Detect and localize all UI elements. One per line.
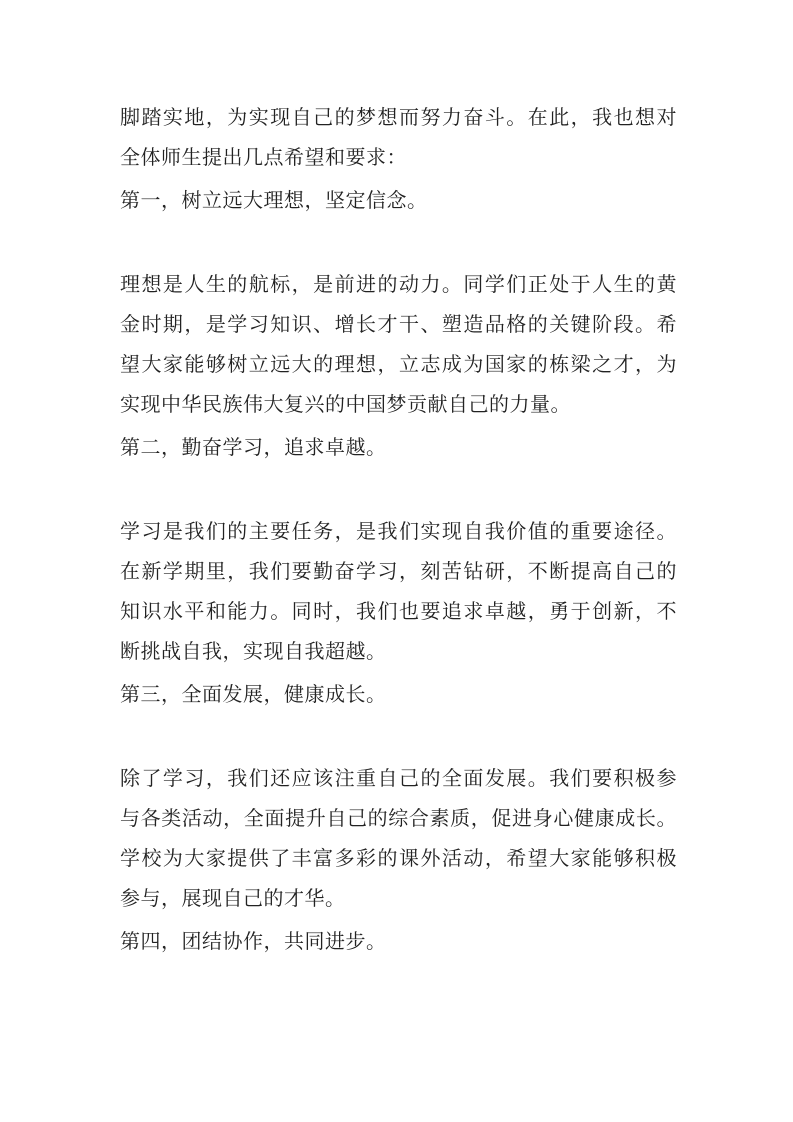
text-line: 第三，全面发展，健康成长。 (120, 682, 387, 706)
paragraph-point-2-heading (120, 427, 677, 467)
text-line: 理想是人生的航标，是前进的动力。同学们正处于人生的黄 (120, 272, 677, 296)
text-line: 第二，勤奋学习，追求卓越。 (120, 435, 387, 459)
text-line: 在新学期里，我们要勤奋学习，刻苦钻研，不断提高自己的 (120, 559, 677, 583)
text-line: 与各类活动，全面提升自己的综合素质，促进身心健康成长。 (120, 806, 677, 830)
text-line: 全体师生提出几点希望和要求： (120, 145, 407, 169)
paragraph-intro (120, 97, 677, 177)
text-line: 参与，展现自己的才华。 (120, 886, 346, 910)
text-line: 第一，树立远大理想，坚定信念。 (120, 188, 428, 212)
text-line: 金时期，是学习知识、增长才干、塑造品格的关键阶段。希 (120, 312, 677, 336)
paragraph-point-4-heading (120, 921, 677, 961)
text-line: 学校为大家提供了丰富多彩的课外活动，希望大家能够积极 (120, 846, 677, 870)
paragraph-point-1-heading (120, 180, 677, 220)
text-line: 第四，团结协作，共同进步。 (120, 929, 387, 953)
text-line: 知识水平和能力。同时，我们也要追求卓越，勇于创新，不 (120, 599, 677, 623)
text-line: 除了学习，我们还应该注重自己的全面发展。我们要积极参 (120, 766, 677, 790)
text-line: 脚踏实地，为实现自己的梦想而努力奋斗。在此，我也想对 (120, 105, 677, 129)
paragraph-point-3-body (120, 758, 677, 918)
text-line: 学习是我们的主要任务，是我们实现自我价值的重要途径。 (120, 519, 677, 543)
text-line: 望大家能够树立远大的理想，立志成为国家的栋梁之才，为 (120, 352, 677, 376)
text-line: 断挑战自我，实现自我超越。 (120, 639, 387, 663)
text-line: 实现中华民族伟大复兴的中国梦贡献自己的力量。 (120, 392, 571, 416)
paragraph-point-3-heading (120, 674, 677, 714)
paragraph-point-1-body (120, 264, 677, 424)
paragraph-point-2-body (120, 511, 677, 671)
